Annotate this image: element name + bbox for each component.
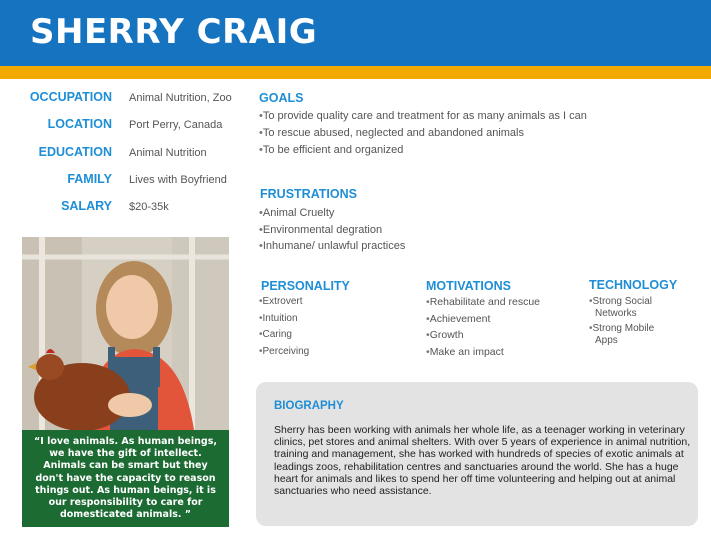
list-item: • To be efficient and organized (259, 144, 587, 161)
frustrations-list (259, 207, 405, 257)
list-item: • Intuition (259, 313, 309, 330)
list-item: • Make an impact (426, 346, 540, 363)
motivations-title: MOTIVATIONS (426, 279, 511, 293)
list-item: • Environmental degration (259, 224, 405, 241)
header-accent-stripe (0, 66, 711, 79)
list-item: • To provide quality care and treatment for as many animals as I can (259, 110, 587, 127)
info-label: SALARY (61, 199, 112, 213)
persona-photo-illustration (22, 237, 229, 430)
info-row-family (0, 170, 250, 190)
header-bar (0, 0, 711, 66)
info-row-education (0, 143, 250, 163)
list-item: • Perceiving (259, 346, 309, 363)
info-row-salary (0, 197, 250, 217)
info-value: Animal Nutrition (129, 147, 207, 159)
info-value: Port Perry, Canada (129, 119, 223, 131)
info-row-occupation (0, 88, 250, 108)
list-item: • Strong Social Networks (589, 296, 679, 320)
frustrations-title: FRUSTRATIONS (260, 187, 357, 201)
goals-list (259, 110, 587, 161)
list-item: • Animal Cruelty (259, 207, 405, 224)
personality-title: PERSONALITY (261, 279, 350, 293)
info-label: EDUCATION (38, 145, 112, 159)
info-label: OCCUPATION (29, 90, 112, 104)
info-label: LOCATION (47, 117, 112, 131)
list-item: • Extrovert (259, 296, 309, 313)
biography-title: BIOGRAPHY (274, 400, 344, 412)
personality-list (259, 296, 309, 362)
persona-photo (22, 237, 229, 430)
motivations-list (426, 296, 540, 362)
list-item: • Strong Mobile Apps (589, 323, 679, 347)
quote-box (22, 430, 229, 527)
info-value: Lives with Boyfriend (129, 174, 227, 186)
list-item: • Growth (426, 329, 540, 346)
persona-name: SHERRY CRAIG (30, 12, 318, 52)
list-item: • Rehabilitate and rescue (426, 296, 540, 313)
biography-text: Sherry has been working with animals her whole life, as a teenager working in veterinary clinics, pet stores and animal shelters. With over 5 years of experience in animal nutrition, training and management, she has worked with hundreds of species of exotic animals at leadings zoos, rehabilitation centres and sanctuaries around the world. She has a huge heart for animals and likes to spend her off time volunteering and helping out at animal sanctuaries who need assistance. (274, 424, 691, 498)
technology-list (589, 296, 679, 350)
biography-card (256, 382, 698, 526)
info-label: FAMILY (67, 172, 112, 186)
persona-quote: “I love animals. As human beings, we have the gift of intellect. Animals can be smart but they don't have the capacity to reason things out. As human beings, it is our responsibility to care for domesticated animals. ” (34, 436, 217, 521)
goals-title: GOALS (259, 91, 304, 105)
info-value: Animal Nutrition, Zoo (129, 92, 232, 104)
info-row-location (0, 115, 250, 135)
list-item: • To rescue abused, neglected and abandoned animals (259, 127, 587, 144)
list-item: • Caring (259, 329, 309, 346)
list-item: • Achievement (426, 313, 540, 330)
list-item: • Inhumane/ unlawful practices (259, 240, 405, 257)
technology-title: TECHNOLOGY (589, 278, 678, 292)
info-value: $20-35k (129, 201, 169, 213)
